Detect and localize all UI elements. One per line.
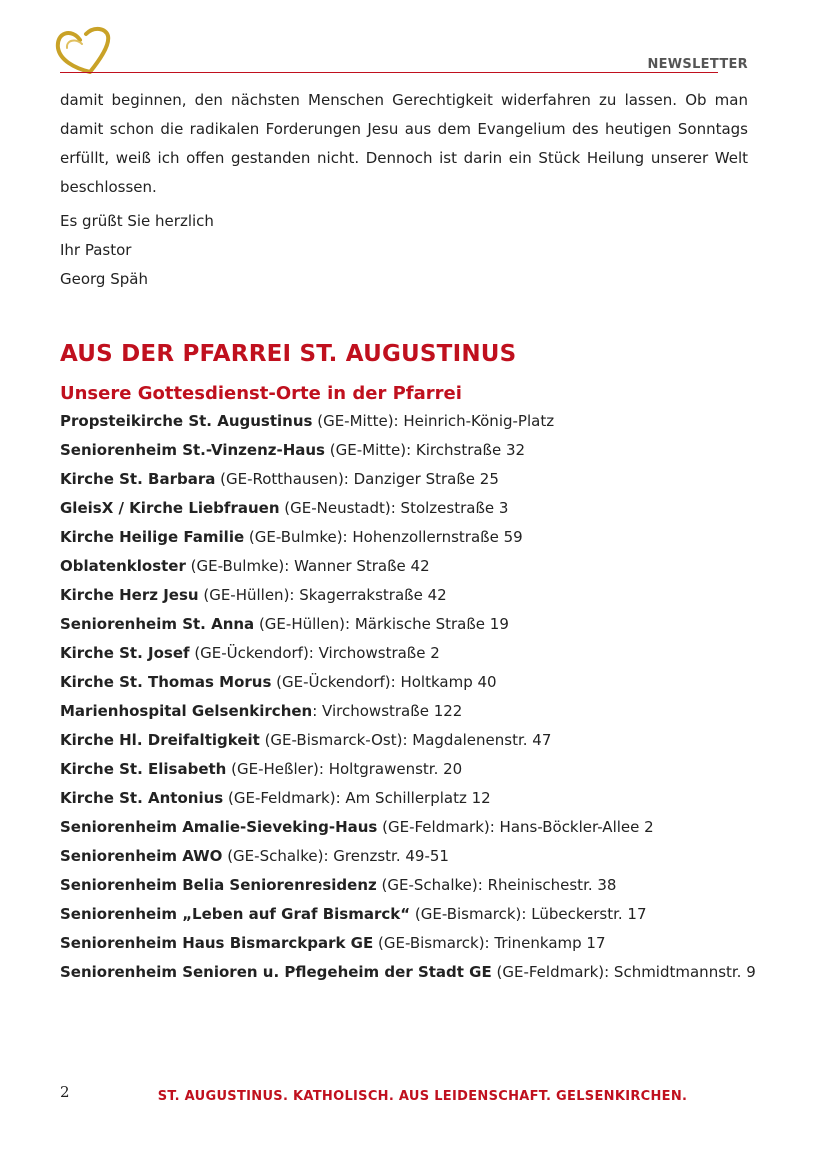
location-name: Kirche Heilige Familie bbox=[60, 528, 245, 546]
gold-heart-icon bbox=[52, 26, 112, 74]
location-item bbox=[60, 581, 748, 610]
location-detail: (GE-Bismarck-Ost): Magdalenenstr. 47 bbox=[259, 731, 552, 749]
location-item bbox=[60, 900, 748, 929]
signature-line: Georg Späh bbox=[60, 270, 148, 288]
location-detail: (GE-Mitte): Kirchstraße 32 bbox=[325, 441, 526, 459]
location-detail: (GE-Feldmark): Am Schillerplatz 12 bbox=[223, 789, 491, 807]
location-item bbox=[60, 639, 748, 668]
section-subtitle: Unsere Gottesdienst-Orte in der Pfarrei bbox=[60, 383, 462, 404]
location-name: Kirche Hl. Dreifaltigkeit bbox=[60, 731, 260, 749]
location-item bbox=[60, 465, 748, 494]
location-list bbox=[60, 407, 756, 987]
location-detail: (GE-Hüllen): Skagerrakstraße 42 bbox=[198, 586, 447, 604]
location-name: Seniorenheim AWO bbox=[60, 847, 223, 865]
location-name: Seniorenheim St. Anna bbox=[60, 615, 255, 633]
location-item bbox=[60, 494, 748, 523]
location-detail: : Virchowstraße 122 bbox=[312, 702, 463, 720]
section-title: AUS DER PFARREI ST. AUGUSTINUS bbox=[60, 341, 517, 367]
location-name: Seniorenheim Belia Seniorenresidenz bbox=[60, 876, 377, 894]
closing-line: Ihr Pastor bbox=[60, 241, 132, 259]
location-item bbox=[60, 784, 748, 813]
location-item bbox=[60, 958, 756, 987]
location-name: Seniorenheim „Leben auf Graf Bismarck“ bbox=[60, 905, 411, 923]
location-name: GleisX / Kirche Liebfrauen bbox=[60, 499, 280, 517]
location-detail: (GE-Ückendorf): Holtkamp 40 bbox=[271, 673, 497, 691]
location-name: Kirche St. Thomas Morus bbox=[60, 673, 272, 691]
location-detail: (GE-Schalke): Grenzstr. 49-51 bbox=[222, 847, 449, 865]
location-item bbox=[60, 610, 748, 639]
letter-paragraph: damit beginnen, den nächsten Menschen Gerechtigkeit widerfahren zu lassen. Ob man damit schon die radikalen Forderungen Jesu aus dem Evangelium des heutigen Sonntags erfüllt, weiß ich offen gestanden nicht. Dennoch ist darin ein Stück Heilung unserer Welt beschlossen. bbox=[60, 91, 748, 196]
location-item bbox=[60, 929, 748, 958]
location-detail: (GE-Heßler): Holtgrawenstr. 20 bbox=[226, 760, 463, 778]
location-name: Kirche Herz Jesu bbox=[60, 586, 199, 604]
location-name: Seniorenheim Haus Bismarckpark GE bbox=[60, 934, 374, 952]
location-detail: (GE-Bismarck): Trinenkamp 17 bbox=[373, 934, 606, 952]
greeting-line: Es grüßt Sie herzlich bbox=[60, 212, 214, 230]
location-item bbox=[60, 871, 748, 900]
location-detail: (GE-Feldmark): Schmidtmannstr. 9 bbox=[491, 963, 756, 981]
location-name: Kirche St. Elisabeth bbox=[60, 760, 227, 778]
location-name: Seniorenheim St.-Vinzenz-Haus bbox=[60, 441, 325, 459]
location-name: Kirche St. Antonius bbox=[60, 789, 224, 807]
location-item bbox=[60, 552, 748, 581]
location-name: Seniorenheim Senioren u. Pflegeheim der Stadt GE bbox=[60, 963, 492, 981]
location-name: Kirche St. Josef bbox=[60, 644, 190, 662]
location-item bbox=[60, 668, 748, 697]
newsletter-label: NEWSLETTER bbox=[647, 57, 748, 72]
location-detail: (GE-Schalke): Rheinischestr. 38 bbox=[376, 876, 617, 894]
location-detail: (GE-Hüllen): Märkische Straße 19 bbox=[254, 615, 509, 633]
location-detail: (GE-Mitte): Heinrich-König-Platz bbox=[312, 412, 555, 430]
location-item bbox=[60, 842, 748, 871]
location-detail: (GE-Feldmark): Hans-Böckler-Allee 2 bbox=[377, 818, 654, 836]
location-item bbox=[60, 523, 748, 552]
location-detail: (GE-Bismarck): Lübeckerstr. 17 bbox=[410, 905, 647, 923]
location-item bbox=[60, 813, 748, 842]
letter-closing bbox=[60, 207, 748, 294]
footer-motto: ST. AUGUSTINUS. KATHOLISCH. AUS LEIDENSCHAFT. GELSENKIRCHEN. bbox=[157, 1089, 688, 1104]
header-rule bbox=[60, 72, 718, 73]
location-name: Seniorenheim Amalie-Sieveking-Haus bbox=[60, 818, 378, 836]
location-detail: (GE-Neustadt): Stolzestraße 3 bbox=[279, 499, 509, 517]
location-detail: (GE-Bulmke): Wanner Straße 42 bbox=[185, 557, 430, 575]
location-detail: (GE-Rotthausen): Danziger Straße 25 bbox=[215, 470, 499, 488]
location-name: Oblatenkloster bbox=[60, 557, 186, 575]
location-item bbox=[60, 755, 748, 784]
location-item bbox=[60, 407, 748, 436]
page-number: 2 bbox=[60, 1083, 70, 1101]
location-item bbox=[60, 726, 748, 755]
page-content bbox=[60, 86, 756, 987]
location-detail: (GE-Bulmke): Hohenzollernstraße 59 bbox=[244, 528, 523, 546]
location-name: Propsteikirche St. Augustinus bbox=[60, 412, 313, 430]
location-name: Marienhospital Gelsenkirchen bbox=[60, 702, 313, 720]
location-name: Kirche St. Barbara bbox=[60, 470, 216, 488]
location-item bbox=[60, 436, 748, 465]
location-detail: (GE-Ückendorf): Virchowstraße 2 bbox=[189, 644, 440, 662]
location-item bbox=[60, 697, 748, 726]
